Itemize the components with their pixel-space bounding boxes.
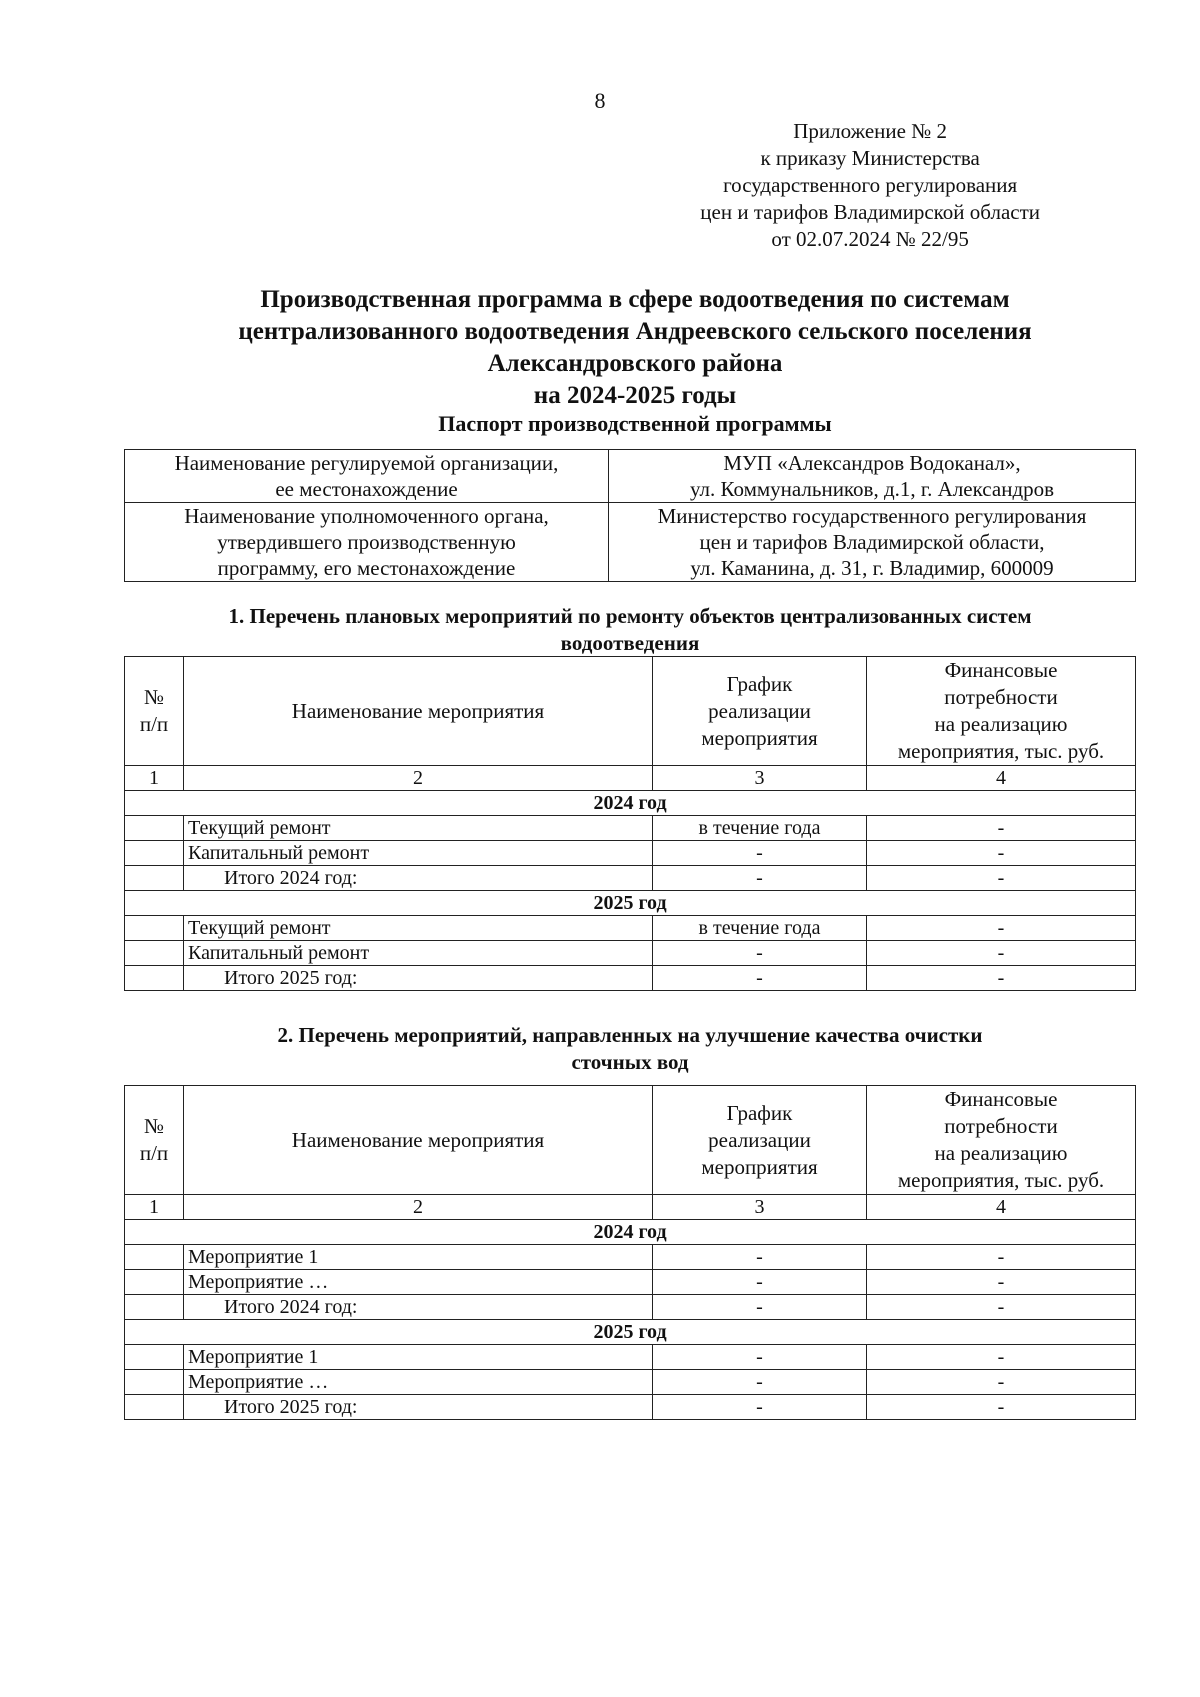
table-row xyxy=(125,816,1136,841)
finance-cell: - xyxy=(867,816,1136,841)
num-cell xyxy=(125,1270,184,1295)
table-row xyxy=(125,1370,1136,1395)
schedule-cell: - xyxy=(653,866,867,891)
section2-table xyxy=(124,1085,1136,1420)
index-row xyxy=(125,1195,1136,1220)
passport-label-line: ее местонахождение xyxy=(275,477,458,501)
schedule-cell: - xyxy=(653,841,867,866)
col-finance-header xyxy=(867,657,1136,766)
schedule-cell: - xyxy=(653,1395,867,1420)
header-line: № xyxy=(143,1114,165,1138)
total-row xyxy=(125,1395,1136,1420)
num-cell xyxy=(125,1395,184,1420)
schedule-cell: - xyxy=(653,1295,867,1320)
header-line: мероприятия, тыс. руб. xyxy=(897,1168,1105,1192)
year-label: 2025 год xyxy=(125,1320,1136,1345)
name-cell: Текущий ремонт xyxy=(184,816,653,841)
num-cell xyxy=(125,816,184,841)
index-cell: 1 xyxy=(125,1195,184,1220)
finance-cell: - xyxy=(867,966,1136,991)
appendix-line: к приказу Министерства xyxy=(760,146,980,170)
table-row xyxy=(125,1245,1136,1270)
finance-cell: - xyxy=(867,1370,1136,1395)
title-line: централизованного водоотведения Андреевского сельского поселения xyxy=(238,318,1032,345)
schedule-cell: - xyxy=(653,1370,867,1395)
header-line: п/п xyxy=(139,712,169,736)
num-cell xyxy=(125,866,184,891)
header-line: п/п xyxy=(139,1141,169,1165)
name-cell: Итого 2024 год: xyxy=(184,866,653,891)
header-line: на реализацию xyxy=(934,1141,1068,1165)
title-line: Производственная программа в сфере водоотведения по системам xyxy=(260,286,1010,313)
section2-heading-line: 2. Перечень мероприятий, направленных на улучшение качества очистки xyxy=(277,1023,983,1047)
num-cell xyxy=(125,941,184,966)
name-cell: Мероприятие 1 xyxy=(184,1345,653,1370)
year-label: 2024 год xyxy=(125,791,1136,816)
col-schedule-header xyxy=(653,657,867,766)
appendix-line: Приложение № 2 xyxy=(793,119,948,143)
passport-value-line: цен и тарифов Владимирской области, xyxy=(699,530,1045,554)
passport-row xyxy=(125,503,1136,582)
num-cell xyxy=(125,1345,184,1370)
index-cell: 3 xyxy=(653,766,867,791)
col-name-header: Наименование мероприятия xyxy=(184,657,653,766)
index-row xyxy=(125,766,1136,791)
header-line: Финансовые xyxy=(944,1087,1058,1111)
table-row xyxy=(125,1345,1136,1370)
year-row xyxy=(125,1220,1136,1245)
finance-cell: - xyxy=(867,1270,1136,1295)
table-row xyxy=(125,916,1136,941)
header-line: Финансовые xyxy=(944,658,1058,682)
passport-label-line: программу, его местонахождение xyxy=(217,556,516,580)
year-row xyxy=(125,1320,1136,1345)
header-line: потребности xyxy=(944,685,1058,709)
header-line: на реализацию xyxy=(934,712,1068,736)
page-number: 8 xyxy=(594,88,606,113)
total-row xyxy=(125,1295,1136,1320)
header-line: реализации xyxy=(708,698,811,723)
name-cell: Итого 2024 год: xyxy=(184,1295,653,1320)
col-schedule-header xyxy=(653,1086,867,1195)
appendix-line: цен и тарифов Владимирской области xyxy=(700,200,1040,224)
index-cell: 4 xyxy=(867,1195,1136,1220)
appendix-block xyxy=(700,118,1040,253)
col-num-header xyxy=(125,657,184,766)
schedule-cell: в течение года xyxy=(653,816,867,841)
schedule-cell: - xyxy=(653,966,867,991)
table-row xyxy=(125,1270,1136,1295)
passport-label xyxy=(125,503,609,582)
section1-heading-line: водоотведения xyxy=(560,631,700,655)
passport-label xyxy=(125,450,609,503)
index-cell: 2 xyxy=(184,1195,653,1220)
passport-label-line: утвердившего производственную xyxy=(217,530,516,554)
num-cell xyxy=(125,966,184,991)
passport-table xyxy=(124,449,1136,582)
name-cell: Текущий ремонт xyxy=(184,916,653,941)
passport-value-line: Министерство государственного регулирования xyxy=(657,504,1087,528)
passport-title: Паспорт производственной программы xyxy=(438,411,832,436)
num-cell xyxy=(125,1295,184,1320)
index-cell: 4 xyxy=(867,766,1136,791)
section1-heading xyxy=(124,603,1136,657)
passport-label-line: Наименование уполномоченного органа, xyxy=(184,504,549,528)
index-cell: 1 xyxy=(125,766,184,791)
header-line: мероприятия, тыс. руб. xyxy=(897,739,1105,763)
header-line: мероприятия xyxy=(701,725,818,750)
passport-value xyxy=(609,503,1136,582)
table-row xyxy=(125,941,1136,966)
num-cell xyxy=(125,1245,184,1270)
name-cell: Итого 2025 год: xyxy=(184,1395,653,1420)
section2-heading-line: сточных вод xyxy=(571,1050,689,1074)
index-cell: 3 xyxy=(653,1195,867,1220)
header-row xyxy=(125,1086,1136,1195)
total-row xyxy=(125,866,1136,891)
appendix-line: государственного регулирования xyxy=(723,173,1018,197)
index-cell: 2 xyxy=(184,766,653,791)
col-num-header xyxy=(125,1086,184,1195)
header-line: № xyxy=(143,685,165,709)
passport-label-line: Наименование регулируемой организации, xyxy=(174,451,559,475)
name-cell: Мероприятие … xyxy=(184,1370,653,1395)
col-name-header: Наименование мероприятия xyxy=(184,1086,653,1195)
header-line: мероприятия xyxy=(701,1154,818,1179)
header-line: реализации xyxy=(708,1127,811,1152)
section1-table xyxy=(124,656,1136,991)
document-title xyxy=(0,284,1200,412)
table-row xyxy=(125,841,1136,866)
year-label: 2025 год xyxy=(125,891,1136,916)
num-cell xyxy=(125,841,184,866)
name-cell: Итого 2025 год: xyxy=(184,966,653,991)
finance-cell: - xyxy=(867,941,1136,966)
num-cell xyxy=(125,916,184,941)
name-cell: Мероприятие … xyxy=(184,1270,653,1295)
section1-heading-line: 1. Перечень плановых мероприятий по ремонту объектов централизованных систем xyxy=(228,604,1032,628)
schedule-cell: - xyxy=(653,1345,867,1370)
finance-cell: - xyxy=(867,1295,1136,1320)
finance-cell: - xyxy=(867,866,1136,891)
finance-cell: - xyxy=(867,916,1136,941)
finance-cell: - xyxy=(867,1395,1136,1420)
year-row xyxy=(125,791,1136,816)
schedule-cell: - xyxy=(653,941,867,966)
finance-cell: - xyxy=(867,841,1136,866)
name-cell: Капитальный ремонт xyxy=(184,941,653,966)
header-line: График xyxy=(726,671,793,696)
passport-value-line: МУП «Александров Водоканал», xyxy=(723,451,1021,475)
schedule-cell: - xyxy=(653,1245,867,1270)
name-cell: Мероприятие 1 xyxy=(184,1245,653,1270)
finance-cell: - xyxy=(867,1245,1136,1270)
title-line: Александровского района xyxy=(487,350,783,377)
passport-value-line: ул. Каманина, д. 31, г. Владимир, 600009 xyxy=(690,556,1054,580)
total-row xyxy=(125,966,1136,991)
num-cell xyxy=(125,1370,184,1395)
appendix-line: от 02.07.2024 № 22/95 xyxy=(771,227,969,251)
col-finance-header xyxy=(867,1086,1136,1195)
passport-row xyxy=(125,450,1136,503)
year-row xyxy=(125,891,1136,916)
schedule-cell: - xyxy=(653,1270,867,1295)
header-line: потребности xyxy=(944,1114,1058,1138)
header-line: График xyxy=(726,1100,793,1125)
title-line: на 2024-2025 годы xyxy=(533,382,737,409)
name-cell: Капитальный ремонт xyxy=(184,841,653,866)
passport-value xyxy=(609,450,1136,503)
header-row xyxy=(125,657,1136,766)
finance-cell: - xyxy=(867,1345,1136,1370)
year-label: 2024 год xyxy=(125,1220,1136,1245)
schedule-cell: в течение года xyxy=(653,916,867,941)
section2-heading xyxy=(124,1022,1136,1076)
passport-value-line: ул. Коммунальников, д.1, г. Александров xyxy=(689,477,1055,501)
